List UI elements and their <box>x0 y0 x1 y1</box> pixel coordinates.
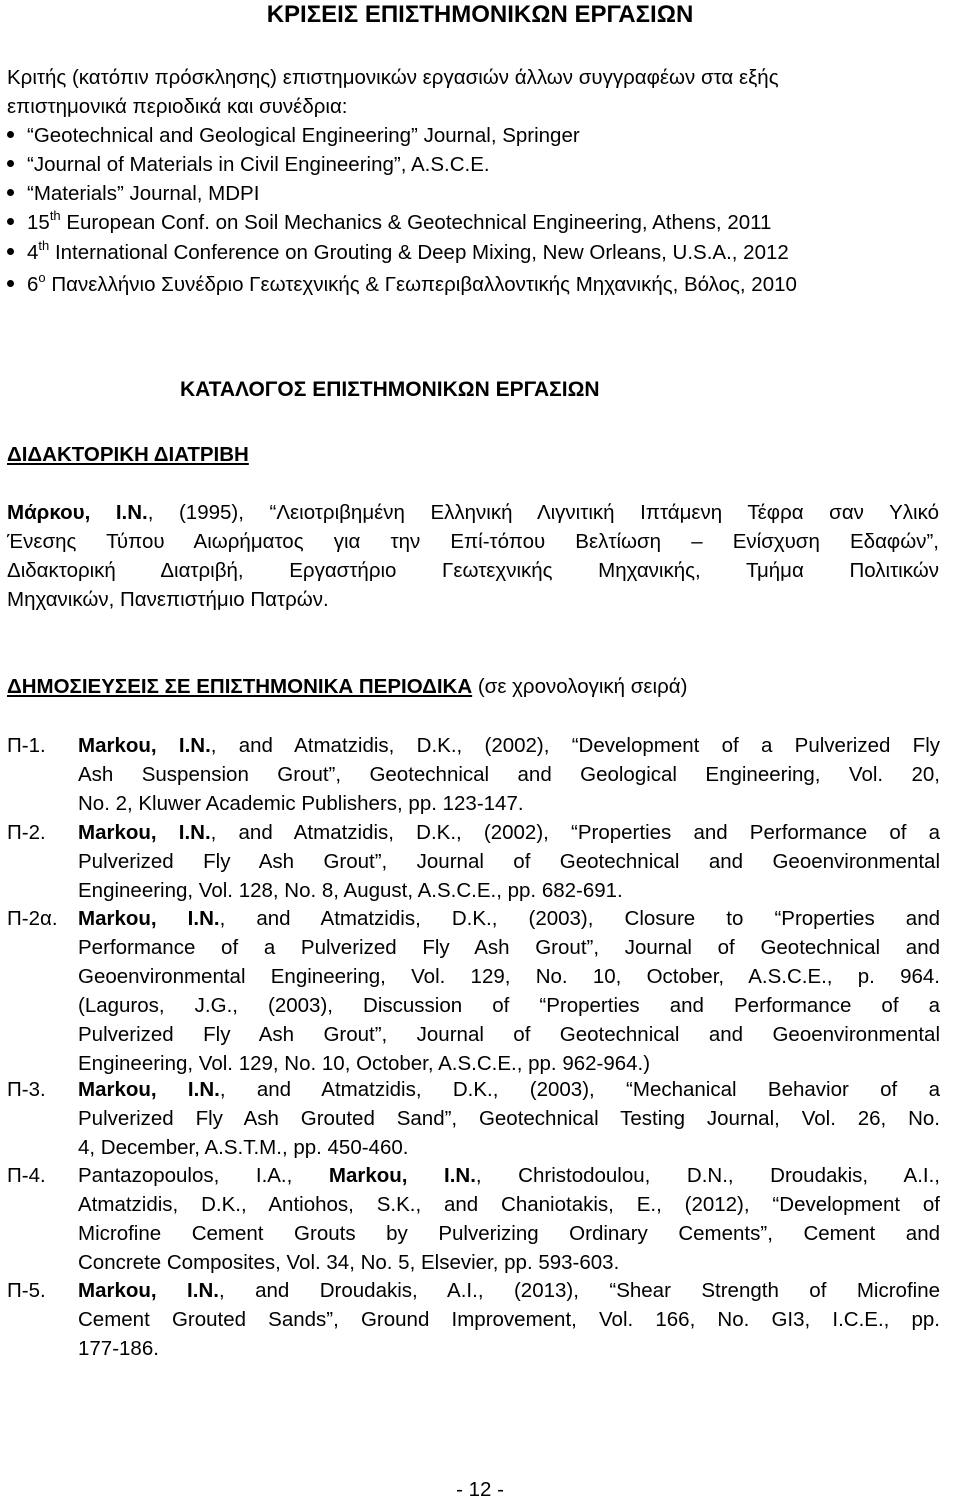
publication-citation <box>78 1276 940 1363</box>
citation-text: No. 2, Kluwer Academic Publishers, pp. 123-147. <box>78 792 524 815</box>
citation-author-bold: Markou, I.N. <box>78 821 211 844</box>
citation-line <box>78 760 940 789</box>
citation-line <box>78 933 940 962</box>
citation-author-bold: Markou, I.N. <box>78 1279 219 1302</box>
reviewer-list-item <box>7 179 259 208</box>
citation-text: Cement Grouted Sands”, Ground Improvement, Vol. 166, No. GI3, I.C.E., pp. <box>78 1308 940 1331</box>
citation-line <box>78 1161 940 1190</box>
publication-citation <box>78 1075 940 1162</box>
publication-citation <box>78 818 940 905</box>
citation-author-bold: Markou, I.N. <box>328 1164 476 1187</box>
publication-label: Π-4. <box>7 1164 46 1187</box>
citation-line <box>78 1020 940 1049</box>
reviewer-list-item <box>7 121 580 150</box>
citation-text: , and Atmatzidis, D.K., (2003), Closure to “Properties and <box>219 907 940 930</box>
reviewer-item-text: “Materials” Journal, MDPI <box>27 182 260 205</box>
publication-label: Π-3. <box>7 1078 46 1101</box>
citation-text: 4, December, A.S.T.M., pp. 450-460. <box>78 1136 409 1159</box>
publication-label: Π-5. <box>7 1279 46 1302</box>
citation-line <box>78 876 940 905</box>
bullet-icon <box>7 218 14 225</box>
citation-line <box>78 1219 940 1248</box>
reviewer-item-text-rest: European Conf. on Soil Mechanics & Geotechnical Engineering, Athens, 2011 <box>60 211 772 234</box>
publication-citation <box>78 904 940 1078</box>
citation-line <box>78 1104 940 1133</box>
citation-text: , and Atmatzidis, D.K., (2002), “Properties and Performance of a <box>210 821 940 844</box>
citation-line <box>78 1075 940 1104</box>
reviewer-item-text: “Journal of Materials in Civil Engineering”, A.S.C.E. <box>27 153 490 176</box>
citation-line <box>78 1190 940 1219</box>
citation-author-bold: Markou, I.N. <box>78 907 220 930</box>
bullet-icon <box>7 160 14 167</box>
citation-text: , and Atmatzidis, D.K., (2002), “Development of a Pulverized Fly <box>210 734 941 757</box>
citation-text: Microfine Cement Grouts by Pulverizing Ordinary Cements”, Cement and <box>78 1222 940 1245</box>
reviewer-list-item <box>7 238 789 267</box>
citation-text: Engineering, Vol. 128, No. 8, August, A.S.C.E., pp. 682-691. <box>78 879 623 902</box>
thesis-heading: ΔΙΔΑΚΤΟΡΙΚΗ ΔΙΑΤΡΙΒΗ <box>7 443 249 466</box>
thesis-line-1 <box>7 498 939 527</box>
citation-text: Ash Suspension Grout”, Geotechnical and Geological Engineering, Vol. 20, <box>78 763 940 786</box>
publication-label: Π-1. <box>7 734 46 757</box>
citation-text: Pulverized Fly Ash Grout”, Journal of Geotechnical and Geoenvironmental <box>78 1023 940 1046</box>
thesis-line-3: Διδακτορική Διατριβή, Εργαστήριο Γεωτεχνικής Μηχανικής, Τμήμα Πολιτικών <box>7 559 939 582</box>
citation-line <box>78 991 940 1020</box>
citation-author-bold: Markou, I.N. <box>78 1078 220 1101</box>
citation-text: Concrete Composites, Vol. 34, No. 5, Elsevier, pp. 593-603. <box>78 1251 620 1274</box>
reviewer-item-text-rest: International Conference on Grouting & Deep Mixing, New Orleans, U.S.A., 2012 <box>49 241 789 264</box>
bullet-icon <box>7 248 14 255</box>
thesis-line-4: Μηχανικών, Πανεπιστήμιο Πατρών. <box>7 588 329 611</box>
citation-line <box>78 789 940 818</box>
reviewer-item-superscript: ο <box>38 270 46 285</box>
citation-line <box>78 962 940 991</box>
citation-text: , and Droudakis, A.I., (2013), “Shear Strength of Microfine <box>218 1279 941 1302</box>
citation-text: , and Atmatzidis, D.K., (2003), “Mechanical Behavior of a <box>219 1078 940 1101</box>
citation-text: Performance of a Pulverized Fly Ash Grout”, Journal of Geotechnical and <box>78 936 940 959</box>
publication-citation <box>78 1161 940 1277</box>
reviewer-list-item <box>7 208 771 237</box>
reviewer-item-text: “Geotechnical and Geological Engineering” Journal, Springer <box>27 124 580 147</box>
bullet-icon <box>7 280 14 287</box>
publication-label: Π-2α. <box>7 907 58 930</box>
publications-heading <box>7 672 687 701</box>
catalog-title: ΚΑΤΑΛΟΓΟΣ ΕΠΙΣΤΗΜΟΝΙΚΩΝ ΕΡΓΑΣΙΩΝ <box>180 378 600 401</box>
citation-line <box>78 1334 940 1363</box>
reviewer-item-text: 4 <box>27 241 39 264</box>
thesis-line-2: Ένεσης Τύπου Αιωρήματος για την Επί-τόπου Βελτίωση – Ενίσχυση Εδαφών”, <box>7 530 939 553</box>
reviewer-list-item <box>7 150 490 179</box>
citation-line <box>78 1133 940 1162</box>
citation-text: Pulverized Fly Ash Grouted Sand”, Geotechnical Testing Journal, Vol. 26, No. <box>78 1107 940 1130</box>
citation-line <box>78 1049 940 1078</box>
publications-heading-text: ΔΗΜΟΣΙΕΥΣΕΙΣ ΣΕ ΕΠΙΣΤΗΜΟΝΙΚΑ ΠΕΡΙΟΔΙΚΑ <box>7 675 473 698</box>
citation-author-bold: Markou, I.N. <box>78 734 211 757</box>
citation-line <box>78 731 940 760</box>
reviewer-item-text: 6 <box>27 273 39 296</box>
reviewer-item-text-rest: Πανελλήνιο Συνέδριο Γεωτεχνικής & Γεωπεριβαλλοντικής Μηχανικής, Βόλος, 2010 <box>45 273 797 296</box>
citation-text: Atmatzidis, D.K., Antiohos, S.K., and Chaniotakis, E., (2012), “Development of <box>78 1193 940 1216</box>
citation-line <box>78 847 940 876</box>
publications-heading-note: (σε χρονολογική σειρά) <box>472 675 688 698</box>
citation-line <box>78 1276 940 1305</box>
reviewer-item-superscript: th <box>49 208 61 223</box>
bullet-icon <box>7 131 14 138</box>
reviewer-intro-line-2: επιστημονικά περιοδικά και συνέδρια: <box>7 95 348 118</box>
bullet-icon <box>7 189 14 196</box>
page-title: ΚΡΙΣΕΙΣ ΕΠΙΣΤΗΜΟΝΙΚΩΝ ΕΡΓΑΣΙΩΝ <box>266 1 694 28</box>
citation-text: Engineering, Vol. 129, No. 10, October, A.S.C.E., pp. 962-964.) <box>78 1052 651 1075</box>
publication-label: Π-2. <box>7 821 46 844</box>
citation-line <box>78 818 940 847</box>
page-number: - 12 - <box>456 1478 504 1501</box>
citation-text: , Christodoulou, D.N., Droudakis, A.I., <box>475 1164 940 1187</box>
reviewer-item-text: 15 <box>27 211 50 234</box>
thesis-author: Μάρκου, Ι.Ν. <box>7 501 148 524</box>
citation-text: (Laguros, J.G., (2003), Discussion of “Properties and Performance of a <box>78 994 940 1017</box>
citation-text: Geoenvironmental Engineering, Vol. 129, No. 10, October, A.S.C.E., p. 964. <box>78 965 940 988</box>
publication-citation <box>78 731 940 818</box>
citation-line <box>78 904 940 933</box>
citation-line <box>78 1305 940 1334</box>
reviewer-list-item <box>7 270 797 299</box>
citation-line <box>78 1248 940 1277</box>
reviewer-intro-line-1: Κριτής (κατόπιν πρόσκλησης) επιστημονικών εργασιών άλλων συγγραφέων στα εξής <box>7 66 779 89</box>
citation-text: Pantazopoulos, I.A., <box>78 1164 329 1187</box>
thesis-line-1-text: , (1995), “Λειοτριβημένη Ελληνική Λιγνιτική Ιπτάμενη Τέφρα σαν Υλικό <box>147 501 939 524</box>
citation-text: Pulverized Fly Ash Grout”, Journal of Geotechnical and Geoenvironmental <box>78 850 940 873</box>
citation-text: 177-186. <box>78 1337 159 1360</box>
reviewer-item-superscript: th <box>38 238 50 253</box>
